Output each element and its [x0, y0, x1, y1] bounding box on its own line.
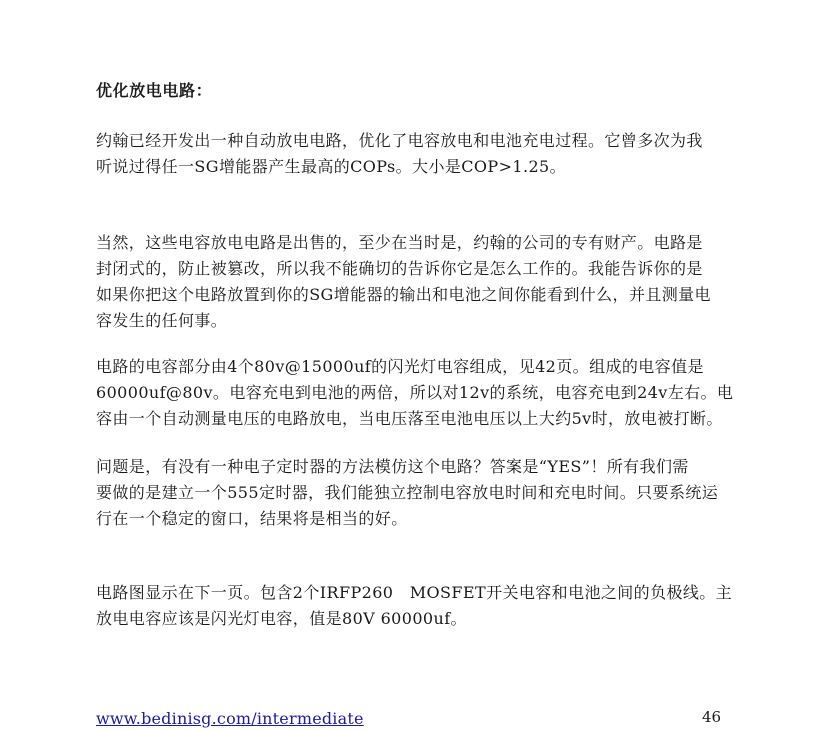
- paragraph-line: 电路图显示在下一页。包含2个IRFP260 MOSFET开关电容和电池之间的负极线。主: [96, 583, 733, 602]
- paragraph-2: [96, 230, 790, 334]
- paragraph-4: [96, 454, 790, 532]
- paragraph-3: [96, 354, 790, 432]
- paragraph-line: 60000uf@80v。电容充电到电池的两倍，所以对12v的系统，电容充电到24v左右。电: [96, 383, 734, 402]
- page-number: 46: [702, 708, 722, 726]
- paragraph-line: 容发生的任何事。: [96, 311, 228, 330]
- paragraph-line: 约翰已经开发出一种自动放电电路，优化了电容放电和电池充电过程。它曾多次为我: [96, 131, 703, 150]
- paragraph-5: [96, 580, 790, 632]
- paragraph-line: 要做的是建立一个555定时器，我们能独立控制电容放电时间和充电时间。只要系统运: [96, 483, 719, 502]
- paragraph-line: 听说过得任一SG增能器产生最高的COPs。大小是COP>1.25。: [96, 157, 567, 176]
- paragraph-line: 封闭式的，防止被篡改，所以我不能确切的告诉你它是怎么工作的。我能告诉你的是: [96, 259, 703, 278]
- paragraph-line: 行在一个稳定的窗口，结果将是相当的好。: [96, 509, 408, 528]
- paragraph-1: [96, 128, 790, 180]
- paragraph-line: 放电电容应该是闪光灯电容，值是80V 60000uf。: [96, 609, 467, 628]
- section-heading: 优化放电电路：: [96, 81, 213, 100]
- paragraph-line: 问题是，有没有一种电子定时器的方法模仿这个电路？答案是“YES”！所有我们需: [96, 457, 689, 476]
- paragraph-line: 容由一个自动测量电压的电路放电，当电压落至电池电压以上大约5v时，放电被打断。: [96, 409, 723, 428]
- paragraph-line: 如果你把这个电路放置到你的SG增能器的输出和电池之间你能看到什么，并且测量电: [96, 285, 711, 304]
- footer-website-link[interactable]: www.bedinisg.com/intermediate: [96, 709, 364, 728]
- paragraph-line: 当然，这些电容放电电路是出售的，至少在当时是，约翰的公司的专有财产。电路是: [96, 233, 703, 252]
- paragraph-line: 电路的电容部分由4个80v@15000uf的闪光灯电容组成，见42页。组成的电容值是: [96, 357, 704, 376]
